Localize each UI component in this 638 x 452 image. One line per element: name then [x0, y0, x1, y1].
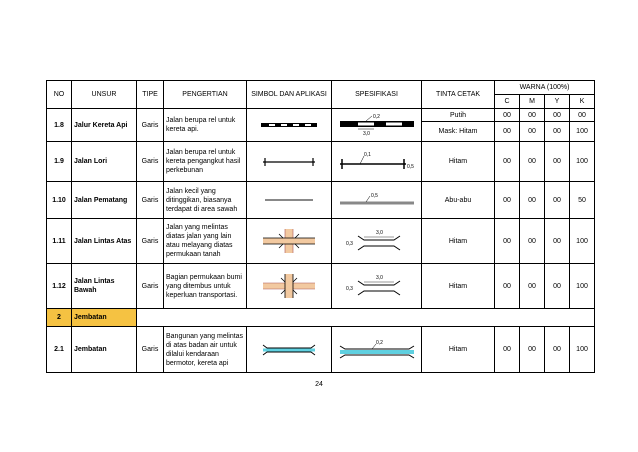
cell-c: 00 — [495, 122, 520, 142]
header-warna: WARNA (100%) — [495, 81, 595, 95]
section-no: 2 — [47, 309, 72, 327]
cell-c: 00 — [495, 109, 520, 122]
section-row — [47, 309, 595, 327]
row-tinta: Hitam — [422, 219, 495, 264]
cell-y: 00 — [545, 327, 570, 373]
row-tinta: Hitam — [422, 327, 495, 373]
header-tinta: TINTA CETAK — [422, 81, 495, 109]
cell-k: 100 — [570, 327, 595, 373]
spec-label: 0,5 — [406, 163, 414, 170]
cell-m: 00 — [520, 142, 545, 182]
header-simbol: SIMBOL DAN APLIKASI — [247, 81, 332, 109]
row-tipe: Garis — [137, 142, 164, 182]
cell-k: 00 — [570, 109, 595, 122]
header-k: K — [570, 95, 595, 109]
cell-y: 00 — [545, 122, 570, 142]
spec-label: 3,0 — [375, 230, 383, 236]
table-row — [47, 142, 595, 182]
overpass-symbol — [247, 219, 332, 264]
header-c: C — [495, 95, 520, 109]
bridge-symbol — [247, 327, 332, 373]
table-row — [47, 182, 595, 219]
underpass-symbol — [247, 264, 332, 309]
lori-symbol — [247, 142, 332, 182]
cell-k: 100 — [570, 264, 595, 309]
row-tinta: Hitam — [422, 142, 495, 182]
header-pengertian: PENGERTIAN — [164, 81, 247, 109]
row-pengertian: Jalan berupa rel untuk kereta api. — [164, 109, 247, 142]
row-tinta: Abu-abu — [422, 182, 495, 219]
cell-c: 00 — [495, 142, 520, 182]
spec-label: 0,1 — [363, 151, 371, 158]
row-no: 1.8 — [47, 109, 72, 142]
cell-k: 100 — [570, 219, 595, 264]
row-unsur: Jalan Lori — [72, 142, 137, 182]
legend-table — [46, 80, 595, 373]
cell-m: 00 — [520, 219, 545, 264]
row-tinta: Hitam — [422, 264, 495, 309]
row-tinta: Putih — [422, 109, 495, 122]
header-tipe: TIPE — [137, 81, 164, 109]
cell-c: 00 — [495, 327, 520, 373]
table-row — [47, 327, 595, 373]
spec-label: 0,3 — [345, 241, 353, 247]
spec-label: 3,0 — [375, 275, 383, 281]
section-unsur: Jembatan — [72, 309, 137, 327]
page-number: 24 — [315, 381, 323, 388]
row-pengertian: Jalan berupa rel untuk kereta pengangkut hasil perkebunan — [164, 142, 247, 182]
cell-c: 00 — [495, 182, 520, 219]
row-tipe: Garis — [137, 327, 164, 373]
row-tipe: Garis — [137, 109, 164, 142]
row-no: 1.11 — [47, 219, 72, 264]
overpass-spec — [332, 219, 422, 264]
spec-label: 0,2 — [372, 114, 380, 120]
pematang-symbol — [247, 182, 332, 219]
row-no: 1.10 — [47, 182, 72, 219]
row-tipe: Garis — [137, 219, 164, 264]
spec-label: 0,5 — [370, 193, 378, 199]
row-unsur: Jalan Lintas Bawah — [72, 264, 137, 309]
railway-symbol — [247, 109, 332, 142]
row-pengertian: Bangunan yang melintas di atas badan air untuk dilalui kendaraan bermotor, kereta api — [164, 327, 247, 373]
header-unsur: UNSUR — [72, 81, 137, 109]
row-tinta: Mask: Hitam — [422, 122, 495, 142]
row-tipe: Garis — [137, 182, 164, 219]
row-tipe: Garis — [137, 264, 164, 309]
underpass-spec — [332, 264, 422, 309]
cell-c: 00 — [495, 219, 520, 264]
row-no: 2.1 — [47, 327, 72, 373]
bridge-spec — [332, 327, 422, 373]
header-y: Y — [545, 95, 570, 109]
table-row — [47, 109, 595, 122]
row-unsur: Jembatan — [72, 327, 137, 373]
cell-c: 00 — [495, 264, 520, 309]
cell-k: 100 — [570, 142, 595, 182]
cell-y: 00 — [545, 219, 570, 264]
header-no: NO — [47, 81, 72, 109]
cell-m: 00 — [520, 182, 545, 219]
row-pengertian: Bagian permukaan bumi yang ditembus untuk keperluan transportasi. — [164, 264, 247, 309]
cell-m: 00 — [520, 109, 545, 122]
cell-m: 00 — [520, 264, 545, 309]
row-no: 1.9 — [47, 142, 72, 182]
cell-y: 00 — [545, 142, 570, 182]
table-row — [47, 219, 595, 264]
header-m: M — [520, 95, 545, 109]
row-pengertian: Jalan yang melintas diatas jalan yang lain atau melayang diatas permukaan tanah — [164, 219, 247, 264]
row-unsur: Jalan Lintas Atas — [72, 219, 137, 264]
cell-m: 00 — [520, 327, 545, 373]
cell-m: 00 — [520, 122, 545, 142]
table-row — [47, 264, 595, 309]
lori-spec — [332, 142, 422, 182]
spec-label: 0,3 — [345, 286, 353, 292]
row-no: 1.12 — [47, 264, 72, 309]
cell-k: 100 — [570, 122, 595, 142]
cell-y: 00 — [545, 109, 570, 122]
cell-k: 50 — [570, 182, 595, 219]
row-unsur: Jalan Pematang — [72, 182, 137, 219]
spec-label: 0,2 — [375, 339, 383, 346]
header-spesifikasi: SPESIFIKASI — [332, 81, 422, 109]
row-unsur: Jalur Kereta Api — [72, 109, 137, 142]
railway-spec — [332, 109, 422, 142]
row-pengertian: Jalan kecil yang ditinggikan, biasanya terdapat di area sawah — [164, 182, 247, 219]
cell-y: 00 — [545, 182, 570, 219]
cell-y: 00 — [545, 264, 570, 309]
spec-label: 3,0 — [362, 131, 370, 137]
pematang-spec — [332, 182, 422, 219]
